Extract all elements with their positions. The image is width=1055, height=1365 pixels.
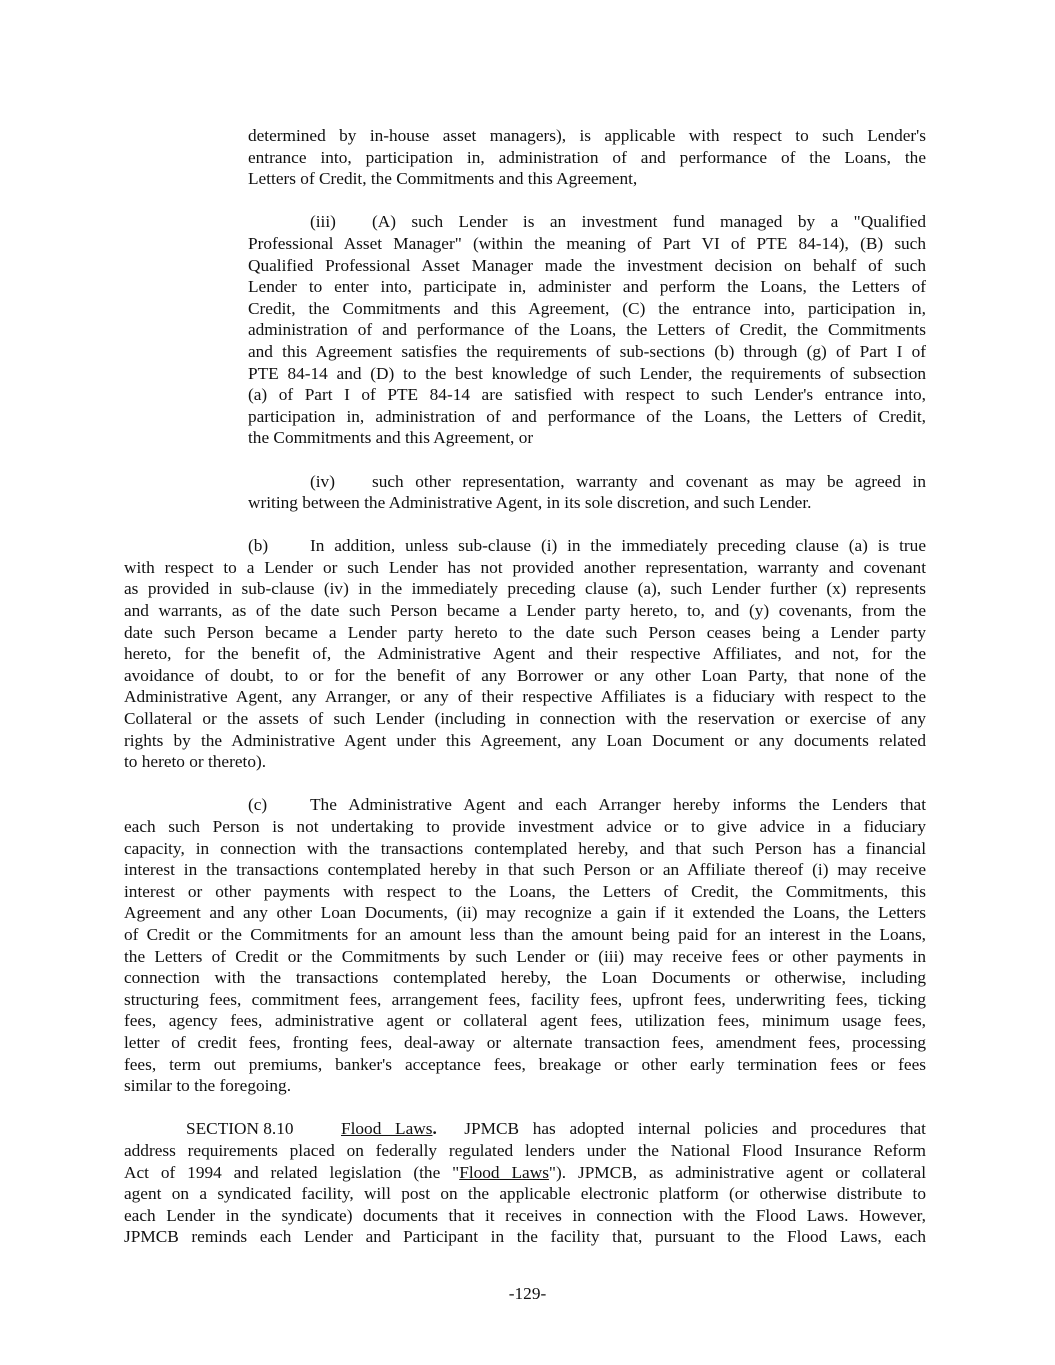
text-line — [124, 989, 926, 1011]
text-line — [124, 816, 926, 838]
defined-term: Flood Laws — [341, 1119, 433, 1139]
text-line-content: (A) such Lender is an investment fund managed by a "Qualified — [372, 212, 926, 232]
text-line — [248, 406, 926, 428]
text-line-content: Lender to enter into, participate in, administer and perform the Loans, the Letters of — [248, 277, 926, 297]
text-line — [248, 168, 926, 190]
text-line — [124, 600, 926, 622]
text-line-content: JPMCB reminds each Lender and Participant in the facility that, pursuant to the Flood Laws, each — [124, 1227, 926, 1247]
text-line — [248, 298, 926, 320]
text-line-content: the Commitments and this Agreement, or — [248, 428, 534, 448]
text-line — [248, 233, 926, 255]
text-line-content: Letters of Credit, the Commitments and this Agreement, — [248, 169, 638, 189]
text-line-content: Professional Asset Manager" (within the meaning of Part VI of PTE 84-14), (B) such — [248, 233, 926, 253]
text-line-content: agent on a syndicated facility, will post on the applicable electronic platform (or otherwise distribute to — [124, 1184, 926, 1204]
clause-label: (iv) — [310, 471, 335, 491]
text-line — [248, 125, 926, 147]
text-line-content: date such Person became a Lender party hereto to the date such Person ceases being a Lender party — [124, 622, 926, 642]
text-line — [248, 363, 926, 385]
paragraph — [124, 794, 926, 1096]
text-line — [124, 578, 926, 600]
paragraph — [124, 535, 926, 773]
text-line — [248, 341, 926, 363]
text-line-content: capacity, in connection with the transactions contemplated hereby, and that such Person has a financial — [124, 838, 926, 858]
defined-term: Flood Laws — [459, 1162, 549, 1182]
clause-label: (c) — [248, 795, 268, 815]
text-line-content: entrance into, participation in, administration of and performance of the Loans, the — [248, 147, 926, 167]
text-line — [248, 319, 926, 341]
text-line-content: Administrative Agent, any Arranger, or any of their respective Affiliates is a fiduciary with respect to the — [124, 687, 926, 707]
text-line — [124, 946, 926, 968]
text-line-content: avoidance of doubt, to or for the benefit of any Borrower or any other Loan Party, that none of the — [124, 665, 926, 685]
text-line-content: interest in the transactions contemplated hereby in that such Person or an Affiliate thereof (i) may receive — [124, 860, 926, 880]
bold-text: . — [432, 1119, 437, 1139]
text-line-content: and this Agreement satisfies the requirements of sub-sections (b) through (g) of Part I of — [248, 341, 926, 361]
text-line — [248, 276, 926, 298]
text-line-content: fees, agency fees, administrative agent or collateral agent fees, utilization fees, minimum usage fees, — [124, 1011, 926, 1031]
text-line-content: address requirements placed on federally regulated lenders under the National Flood Insurance Reform — [124, 1140, 926, 1160]
text-line — [248, 427, 926, 449]
page-number: -129- — [508, 1284, 547, 1303]
text-line — [124, 881, 926, 903]
paragraph — [248, 211, 926, 449]
text-line-content: to hereto or thereto). — [124, 752, 267, 772]
text-line-content: such other representation, warranty and covenant as may be agreed in — [372, 471, 926, 491]
text-line — [124, 1054, 926, 1076]
text-line — [248, 211, 926, 233]
text-segment: "). JPMCB, as administrative agent or collateral — [548, 1162, 926, 1182]
paragraph — [248, 125, 926, 190]
text-line — [248, 147, 926, 169]
text-line-content: Collateral or the assets of such Lender (including in connection with the reservation or exercise of any — [124, 709, 926, 729]
text-line — [248, 471, 926, 493]
text-line — [124, 535, 926, 557]
text-line — [124, 708, 926, 730]
text-line-content: determined by in-house asset managers), is applicable with respect to such Lender's — [248, 126, 926, 145]
text-line — [124, 1205, 926, 1227]
document-body — [0, 125, 1055, 1269]
text-line-content: In addition, unless sub-clause (i) in the immediately preceding clause (a) is true — [310, 536, 926, 556]
text-line — [124, 1183, 926, 1205]
text-line-content: connection with the transactions contemplated hereby, the Loan Documents or otherwise, including — [124, 968, 926, 988]
text-line-content: structuring fees, commitment fees, arrangement fees, facility fees, upfront fees, underwriting fees, ticking — [124, 989, 926, 1009]
text-line-content: interest or other payments with respect to the Loans, the Letters of Credit, the Commitments, this — [124, 881, 926, 901]
text-line-content: and warrants, as of the date such Person became a Lender party hereto, to, and (y) covenants, from the — [124, 601, 926, 621]
text-line — [124, 838, 926, 860]
section-paragraph — [124, 1118, 926, 1248]
text-line — [124, 751, 926, 773]
section-number: SECTION 8.10 — [186, 1119, 294, 1139]
text-line — [124, 730, 926, 752]
text-line-content: each such Person is not undertaking to provide investment advice or to give advice in a fiduciary — [124, 817, 926, 836]
text-line-content — [124, 1162, 926, 1184]
text-line — [124, 557, 926, 579]
text-segment: JPMCB has adopted internal policies and procedures that — [436, 1119, 926, 1139]
text-segment: Act of 1994 and related legislation (the " — [124, 1162, 460, 1182]
text-line — [124, 924, 926, 946]
text-line-content: The Administrative Agent and each Arranger hereby informs the Lenders that — [310, 795, 926, 815]
text-line-content: as provided in sub-clause (iv) in the immediately preceding clause (a), such Lender further (x) represents — [124, 579, 926, 599]
text-line-content: with respect to a Lender or such Lender has not provided another representation, warranty and covenant — [124, 557, 926, 577]
text-line-content: Credit, the Commitments and this Agreement, (C) the entrance into, participation in, — [248, 298, 926, 318]
text-line — [124, 665, 926, 687]
text-line-content: Agreement and any other Loan Documents, (ii) may recognize a gain if it extended the Loans, the Letters — [124, 903, 926, 923]
text-line — [124, 859, 926, 881]
text-line-content: participation in, administration of and performance of the Loans, the Letters of Credit, — [248, 406, 926, 426]
text-line — [124, 1032, 926, 1054]
text-line-content: administration of and performance of the Loans, the Letters of Credit, the Commitments — [248, 320, 926, 340]
text-line-content: (a) of Part I of PTE 84-14 are satisfied with respect to such Lender's entrance into, — [248, 385, 926, 405]
text-line-content: PTE 84-14 and (D) to the best knowledge of such Lender, the requirements of subsection — [248, 363, 926, 383]
text-line — [248, 384, 926, 406]
clause-label: (b) — [248, 536, 269, 556]
text-line — [124, 686, 926, 708]
text-line — [124, 622, 926, 644]
text-line — [124, 1162, 926, 1184]
text-line-content: rights by the Administrative Agent under this Agreement, any Loan Document or any documents related — [124, 730, 926, 750]
text-line-content: fees, term out premiums, banker's acceptance fees, breakage or other early termination fees or fees — [124, 1054, 926, 1074]
text-line-content: each Lender in the syndicate) documents that it receives in connection with the Flood Laws. However, — [124, 1205, 926, 1225]
text-line — [248, 492, 926, 514]
text-line — [124, 967, 926, 989]
text-line-content: the Letters of Credit or the Commitments by such Lender or (iii) may receive fees or other payments in — [124, 946, 926, 966]
text-line-content: writing between the Administrative Agent, in its sole discretion, and such Lender. — [248, 493, 812, 513]
text-line — [124, 1140, 926, 1162]
text-line-content: letter of credit fees, fronting fees, deal-away or alternate transaction fees, amendment fees, processing — [124, 1032, 926, 1052]
text-line-content: similar to the foregoing. — [124, 1076, 292, 1096]
text-line — [248, 255, 926, 277]
text-line-content: of Credit or the Commitments for an amount less than the amount being paid for an interest in the Loans, — [124, 924, 926, 944]
text-line — [124, 794, 926, 816]
text-line — [124, 1118, 926, 1140]
clause-label: (iii) — [310, 212, 336, 232]
text-line-content — [341, 1118, 926, 1140]
text-line — [124, 1010, 926, 1032]
text-line-content: Qualified Professional Asset Manager made the investment decision on behalf of such — [248, 255, 926, 275]
text-line — [124, 1226, 926, 1248]
paragraph — [248, 471, 926, 514]
text-line-content: hereto, for the benefit of, the Administrative Agent and their respective Affiliates, and not, for the — [124, 644, 926, 664]
text-line — [124, 643, 926, 665]
text-line — [124, 902, 926, 924]
text-line — [124, 1075, 926, 1097]
